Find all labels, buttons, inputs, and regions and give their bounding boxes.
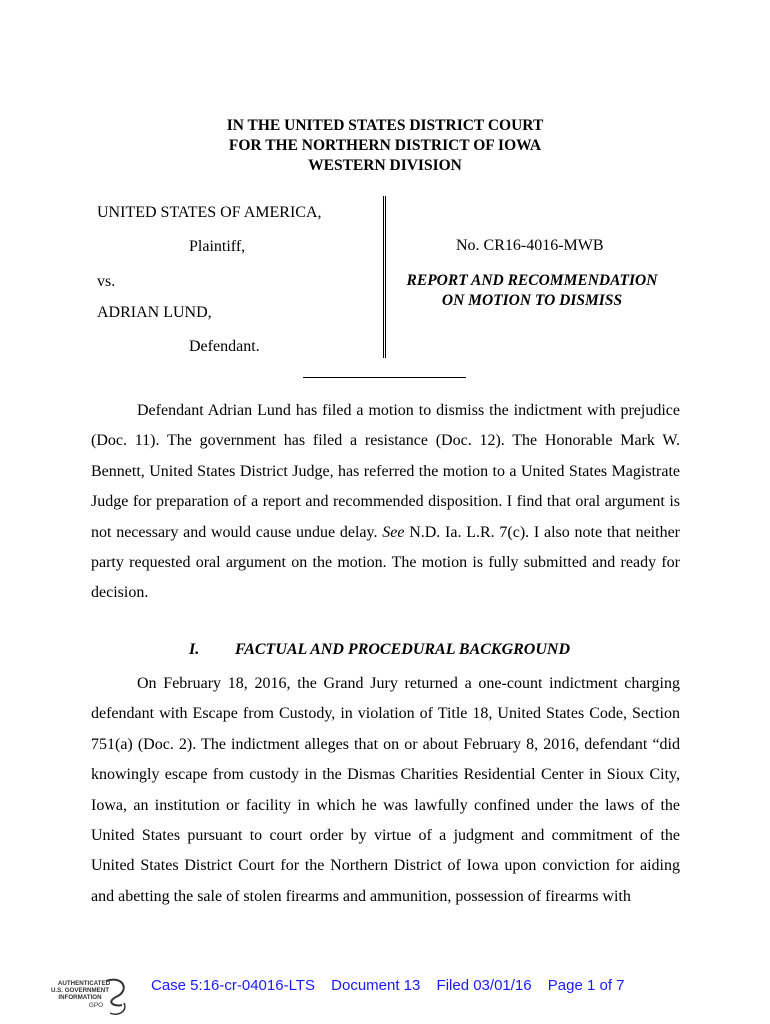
footer-filed: Filed 03/01/16 — [436, 977, 532, 994]
seal-text-line3: INFORMATION — [58, 994, 102, 1001]
intro-text-b: N.D. Ia. L.R. 7(c). I also note that neither party requested oral argument on the motion. The motion is fully submitted and ready for decision. — [91, 523, 680, 602]
versus-label: vs. — [97, 273, 116, 290]
document-title-line1: REPORT AND RECOMMENDATION — [406, 272, 658, 289]
seal-text-line2: U.S. GOVERNMENT — [50, 987, 110, 994]
filing-footer — [0, 977, 770, 1017]
document-title — [386, 271, 678, 311]
gpo-authentication-seal — [44, 977, 130, 1017]
district-name: FOR THE NORTHERN DISTRICT OF IOWA — [228, 137, 542, 154]
filing-stamp — [151, 977, 637, 994]
seal-text-line1: AUTHENTICATED — [57, 980, 111, 987]
see-signal: See — [382, 523, 405, 541]
section-title: FACTUAL AND PROCEDURAL BACKGROUND — [235, 641, 571, 658]
court-name: IN THE UNITED STATES DISTRICT COURT — [226, 117, 544, 134]
document-title-line2: ON MOTION TO DISMISS — [441, 292, 623, 309]
caption-separator-line — [303, 377, 466, 378]
footer-page: Page 1 of 7 — [547, 977, 625, 994]
division-name: WESTERN DIVISION — [308, 157, 462, 174]
court-header — [0, 116, 770, 176]
plaintiff-role: Plaintiff, — [189, 238, 246, 255]
section-number: I. — [189, 641, 200, 658]
plaintiff-name: UNITED STATES OF AMERICA, — [97, 204, 322, 221]
defendant-name: ADRIAN LUND, — [97, 304, 212, 321]
intro-paragraph — [91, 396, 680, 609]
defendant-role: Defendant. — [189, 338, 260, 355]
background-paragraph: On February 18, 2016, the Grand Jury returned a one-count indictment charging defendant with Escape from Custody, in violation of Title 18, United States Code, Section 751(a) (Doc. 2). The indictment alleges that on or about February 8, 2016, defendant “did knowingly escape from custody in the Dismas Charities Residential Center in Sioux City, Iowa, an institution or facility in which he was lawfully confined under the laws of the United States pursuant to court order by virtue of a judgment and commitment of the United States District Court for the Northern District of Iowa upon conviction for aiding and abetting the sale of stolen firearms and ammunition, possession of firearms with — [91, 675, 680, 905]
footer-document: Document 13 — [331, 977, 421, 994]
case-number: No. CR16-4016-MWB — [456, 237, 604, 254]
seal-text-line4: GPO — [88, 1002, 104, 1009]
intro-text-a: Defendant Adrian Lund has filed a motion to dismiss the indictment with prejudice (Doc. 11). The government has filed a resistance (Doc. 12). The Honorable Mark W. Bennett, United States District Judge, has referred the motion to a United States Magistrate Judge for preparation of a report and recommended disposition. I find that oral argument is not necessary and would cause undue delay. — [91, 402, 680, 541]
footer-case: Case 5:16-cr-04016-LTS — [151, 977, 315, 994]
